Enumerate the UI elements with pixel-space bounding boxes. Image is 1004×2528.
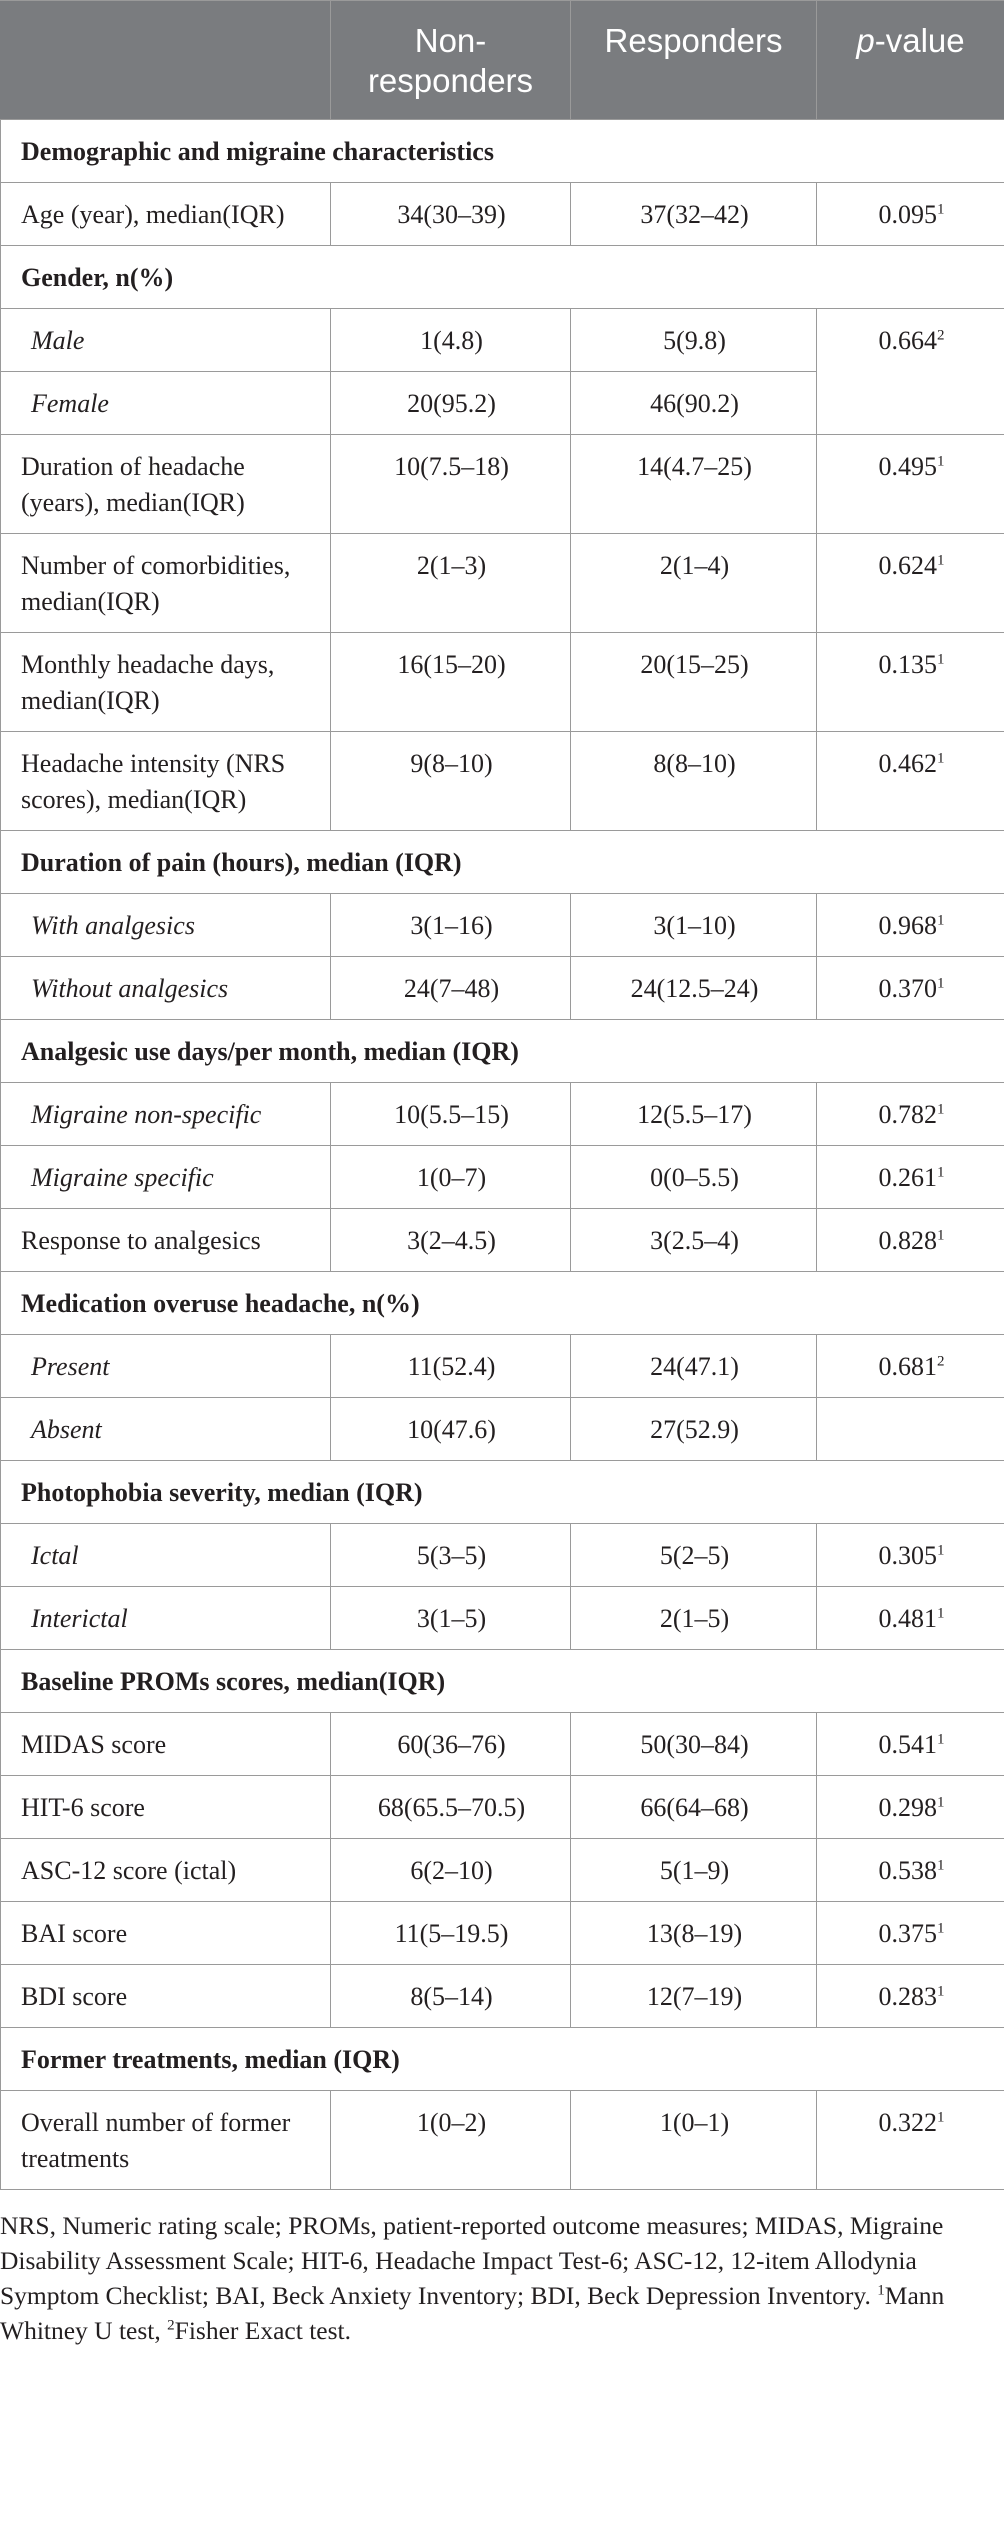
- p-value-test-marker: 1: [937, 1794, 945, 1811]
- p-value: 0.095: [878, 200, 937, 229]
- section-row: [1, 1272, 1004, 1335]
- section-heading: Baseline PROMs scores, median(IQR): [1, 1650, 1004, 1713]
- row-label: MIDAS score: [1, 1713, 331, 1776]
- p-value: 0.261: [878, 1163, 937, 1192]
- p-value-cell: [817, 183, 1004, 246]
- responders-value: 37(32–42): [571, 183, 817, 246]
- p-value: 0.538: [878, 1856, 937, 1885]
- p-value-test-marker: 1: [937, 1731, 945, 1748]
- p-value-cell: [817, 957, 1004, 1020]
- non-responders-value: 1(4.8): [331, 309, 571, 372]
- row-label: Duration of headache (years), median(IQR): [1, 435, 331, 534]
- p-value-cell: [817, 633, 1004, 732]
- row-label: Male: [1, 309, 331, 372]
- header-non-responders: Non-responders: [331, 1, 571, 120]
- table-row: [1, 435, 1004, 534]
- section-row: [1, 2028, 1004, 2091]
- footnote-sup-2: 2: [167, 2317, 175, 2334]
- section-row: [1, 120, 1004, 183]
- table-row: [1, 1083, 1004, 1146]
- non-responders-value: 20(95.2): [331, 372, 571, 435]
- p-value-test-marker: 1: [937, 1920, 945, 1937]
- row-label: BAI score: [1, 1902, 331, 1965]
- p-value-test-marker: 1: [937, 1164, 945, 1181]
- responders-value: 66(64–68): [571, 1776, 817, 1839]
- responders-value: 27(52.9): [571, 1398, 817, 1461]
- table-row: [1, 1902, 1004, 1965]
- p-value-cell: [817, 435, 1004, 534]
- table-row: [1, 1209, 1004, 1272]
- header-responders: Responders: [571, 1, 817, 120]
- section-row: [1, 1461, 1004, 1524]
- p-value-cell: [817, 1146, 1004, 1209]
- row-label: Headache intensity (NRS scores), median(IQR): [1, 732, 331, 831]
- non-responders-value: 34(30–39): [331, 183, 571, 246]
- table-footnote: [0, 2190, 1004, 2348]
- non-responders-value: 11(52.4): [331, 1335, 571, 1398]
- p-value-test-marker: 1: [937, 651, 945, 668]
- p-value-test-marker: 2: [937, 1353, 945, 1370]
- p-value-cell: [817, 894, 1004, 957]
- table-row: [1, 309, 1004, 372]
- p-value-test-marker: 1: [937, 1101, 945, 1118]
- non-responders-value: 10(5.5–15): [331, 1083, 571, 1146]
- section-heading: Gender, n(%): [1, 246, 1004, 309]
- row-label: BDI score: [1, 1965, 331, 2028]
- footnote-note-2: Fisher Exact test.: [174, 2316, 351, 2345]
- p-value-cell: [817, 1713, 1004, 1776]
- footnote-note-1: Mann Whitney U test,: [0, 2281, 945, 2345]
- row-label: Interictal: [1, 1587, 331, 1650]
- section-heading: Demographic and migraine characteristics: [1, 120, 1004, 183]
- non-responders-value: 3(1–16): [331, 894, 571, 957]
- responders-value: 3(1–10): [571, 894, 817, 957]
- p-value-cell: [817, 309, 1004, 435]
- p-value-test-marker: 1: [937, 1227, 945, 1244]
- p-value-cell: [817, 1398, 1004, 1461]
- p-value-test-marker: 2: [937, 327, 945, 344]
- section-heading: Medication overuse headache, n(%): [1, 1272, 1004, 1335]
- responders-value: 24(47.1): [571, 1335, 817, 1398]
- p-value: 0.375: [878, 1919, 937, 1948]
- p-value-cell: [817, 1839, 1004, 1902]
- row-label: Present: [1, 1335, 331, 1398]
- table-row: [1, 1839, 1004, 1902]
- responders-value: 3(2.5–4): [571, 1209, 817, 1272]
- footnote-text: NRS, Numeric rating scale; PROMs, patient-reported outcome measures; MIDAS, Migraine Disability Assessment Scale; HIT-6, Headache Impact Test-6; ASC-12, 12-item Allodynia Symptom Checklist; BAI, Beck Anxiety Inventory; BDI, Beck Depression Inventory.: [0, 2211, 944, 2310]
- row-label: Monthly headache days, median(IQR): [1, 633, 331, 732]
- row-label: Ictal: [1, 1524, 331, 1587]
- p-value-cell: [817, 1209, 1004, 1272]
- header-row: [1, 1, 1004, 120]
- table-row: [1, 1965, 1004, 2028]
- p-value: 0.283: [878, 1982, 937, 2011]
- non-responders-value: 6(2–10): [331, 1839, 571, 1902]
- row-label: Migraine specific: [1, 1146, 331, 1209]
- p-value-test-marker: 1: [937, 750, 945, 767]
- non-responders-value: 8(5–14): [331, 1965, 571, 2028]
- p-value-test-marker: 1: [937, 1857, 945, 1874]
- responders-value: 24(12.5–24): [571, 957, 817, 1020]
- p-value: 0.624: [878, 551, 937, 580]
- table-row: [1, 2091, 1004, 2190]
- p-value-cell: [817, 1083, 1004, 1146]
- non-responders-value: 5(3–5): [331, 1524, 571, 1587]
- table-row: [1, 732, 1004, 831]
- non-responders-value: 24(7–48): [331, 957, 571, 1020]
- responders-value: 2(1–5): [571, 1587, 817, 1650]
- p-value-cell: [817, 1335, 1004, 1398]
- section-heading: Photophobia severity, median (IQR): [1, 1461, 1004, 1524]
- row-label: Female: [1, 372, 331, 435]
- p-value-cell: [817, 732, 1004, 831]
- p-value: 0.782: [878, 1100, 937, 1129]
- row-label: Migraine non-specific: [1, 1083, 331, 1146]
- row-label: With analgesics: [1, 894, 331, 957]
- responders-value: 5(9.8): [571, 309, 817, 372]
- p-value: 0.541: [878, 1730, 937, 1759]
- row-label: ASC-12 score (ictal): [1, 1839, 331, 1902]
- p-value-cell: [817, 1587, 1004, 1650]
- p-value-test-marker: 1: [937, 453, 945, 470]
- section-row: [1, 246, 1004, 309]
- non-responders-value: 10(47.6): [331, 1398, 571, 1461]
- p-value-test-marker: 1: [937, 975, 945, 992]
- p-value: 0.968: [878, 911, 937, 940]
- table-row: [1, 894, 1004, 957]
- responders-value: 5(2–5): [571, 1524, 817, 1587]
- table-row: [1, 1335, 1004, 1398]
- p-value-cell: [817, 1965, 1004, 2028]
- responders-value: 5(1–9): [571, 1839, 817, 1902]
- non-responders-value: 1(0–7): [331, 1146, 571, 1209]
- responders-value: 14(4.7–25): [571, 435, 817, 534]
- section-row: [1, 1650, 1004, 1713]
- p-value: 0.664: [878, 326, 937, 355]
- responders-value: 20(15–25): [571, 633, 817, 732]
- non-responders-value: 16(15–20): [331, 633, 571, 732]
- table-body: [1, 120, 1004, 2190]
- table-row: [1, 633, 1004, 732]
- table-row: [1, 1398, 1004, 1461]
- row-label: Response to analgesics: [1, 1209, 331, 1272]
- p-value-test-marker: 1: [937, 1542, 945, 1559]
- table-row: [1, 1587, 1004, 1650]
- row-label: Number of comorbidities, median(IQR): [1, 534, 331, 633]
- section-heading: Duration of pain (hours), median (IQR): [1, 831, 1004, 894]
- non-responders-value: 3(1–5): [331, 1587, 571, 1650]
- row-label: HIT-6 score: [1, 1776, 331, 1839]
- responders-value: 8(8–10): [571, 732, 817, 831]
- responders-value: 12(7–19): [571, 1965, 817, 2028]
- header-p-rest: -value: [874, 22, 965, 59]
- p-value-cell: [817, 1524, 1004, 1587]
- row-label: Overall number of former treatments: [1, 2091, 331, 2190]
- non-responders-value: 1(0–2): [331, 2091, 571, 2190]
- table-row: [1, 534, 1004, 633]
- p-value-test-marker: 1: [937, 912, 945, 929]
- non-responders-value: 3(2–4.5): [331, 1209, 571, 1272]
- table-row: [1, 1146, 1004, 1209]
- table-row: [1, 1524, 1004, 1587]
- p-value: 0.298: [878, 1793, 937, 1822]
- section-row: [1, 1020, 1004, 1083]
- header-p-italic: p: [856, 22, 875, 59]
- row-label: Age (year), median(IQR): [1, 183, 331, 246]
- section-heading: Former treatments, median (IQR): [1, 2028, 1004, 2091]
- p-value: 0.305: [878, 1541, 937, 1570]
- p-value-test-marker: 1: [937, 552, 945, 569]
- responders-value: 1(0–1): [571, 2091, 817, 2190]
- p-value: 0.322: [878, 2108, 937, 2137]
- non-responders-value: 9(8–10): [331, 732, 571, 831]
- non-responders-value: 60(36–76): [331, 1713, 571, 1776]
- footnote-sup-1: 1: [877, 2282, 885, 2299]
- p-value-cell: [817, 534, 1004, 633]
- table-row: [1, 957, 1004, 1020]
- non-responders-value: 11(5–19.5): [331, 1902, 571, 1965]
- row-label: Without analgesics: [1, 957, 331, 1020]
- table-row: [1, 183, 1004, 246]
- p-value: 0.828: [878, 1226, 937, 1255]
- p-value-test-marker: 1: [937, 201, 945, 218]
- p-value: 0.462: [878, 749, 937, 778]
- p-value-test-marker: 1: [937, 2109, 945, 2126]
- p-value: 0.495: [878, 452, 937, 481]
- p-value-cell: [817, 2091, 1004, 2190]
- table-row: [1, 1776, 1004, 1839]
- responders-value: 12(5.5–17): [571, 1083, 817, 1146]
- non-responders-value: 10(7.5–18): [331, 435, 571, 534]
- responders-value: 13(8–19): [571, 1902, 817, 1965]
- p-value-cell: [817, 1776, 1004, 1839]
- p-value: 0.681: [878, 1352, 937, 1381]
- non-responders-value: 68(65.5–70.5): [331, 1776, 571, 1839]
- section-heading: Analgesic use days/per month, median (IQR): [1, 1020, 1004, 1083]
- table-row: [1, 1713, 1004, 1776]
- row-label: Absent: [1, 1398, 331, 1461]
- responders-value: 2(1–4): [571, 534, 817, 633]
- p-value-cell: [817, 1902, 1004, 1965]
- p-value: 0.481: [878, 1604, 937, 1633]
- header-label-column: [1, 1, 331, 120]
- responders-value: 46(90.2): [571, 372, 817, 435]
- responders-value: 0(0–5.5): [571, 1146, 817, 1209]
- non-responders-value: 2(1–3): [331, 534, 571, 633]
- table-header: [1, 1, 1004, 120]
- p-value: 0.135: [878, 650, 937, 679]
- p-value: 0.370: [878, 974, 937, 1003]
- p-value-test-marker: 1: [937, 1983, 945, 2000]
- section-row: [1, 831, 1004, 894]
- p-value-test-marker: 1: [937, 1605, 945, 1622]
- responders-value: 50(30–84): [571, 1713, 817, 1776]
- header-p-value: [817, 1, 1004, 120]
